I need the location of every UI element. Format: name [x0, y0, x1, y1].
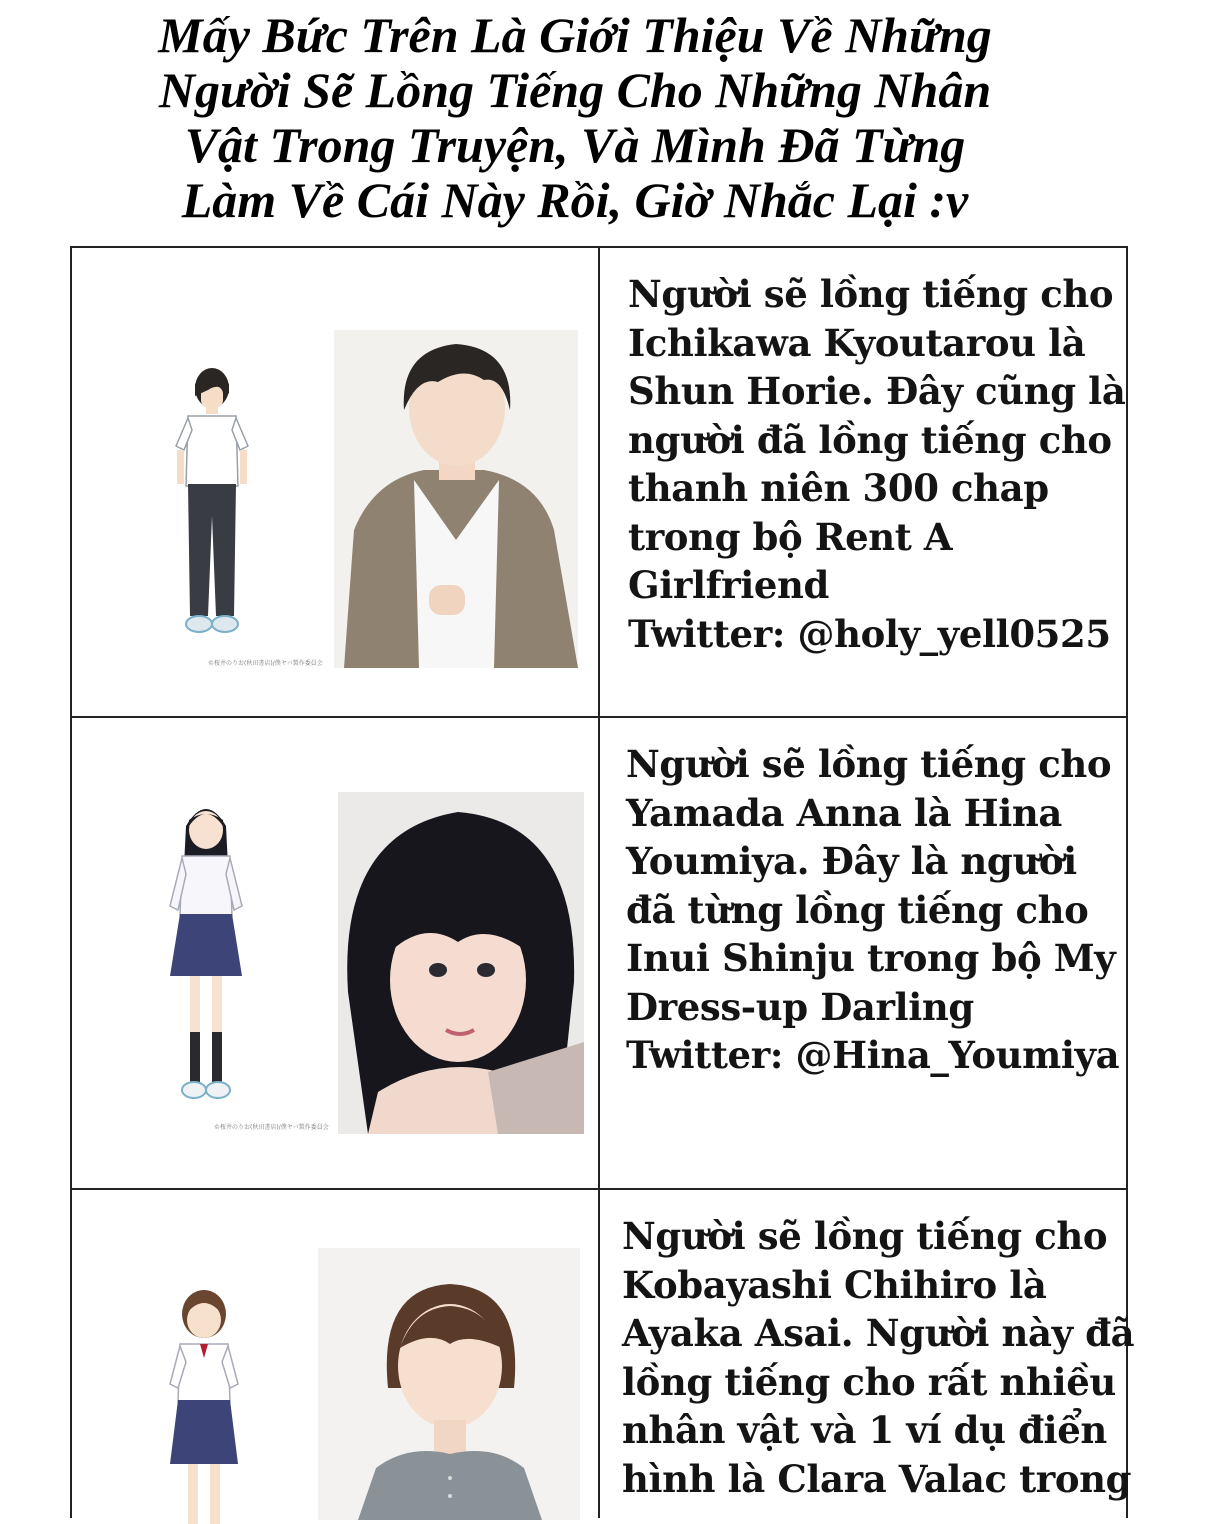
description-line: Người sẽ lồng tiếng cho — [622, 1214, 1108, 1258]
description-line: Ichikawa Kyoutarou là — [628, 320, 1086, 365]
heading-line: Người Sẽ Lồng Tiếng Cho Những Nhân — [158, 62, 992, 118]
voice-actor-table — [70, 246, 1135, 1506]
heading-line: Làm Về Cái Này Rồi, Giờ Nhắc Lại :v — [181, 172, 969, 228]
description-line: Ayaka Asai. Người này đã — [622, 1311, 1135, 1355]
heading-line: Vật Trong Truyện, Và Mình Đã Từng — [184, 117, 966, 173]
description-line: Kobayashi Chihiro là — [622, 1262, 1047, 1307]
voice-actor-description — [622, 1212, 1135, 1503]
voice-actor-description — [626, 740, 1126, 1080]
copyright-credit: ©桜井のりお(秋田書店)/僕ヤバ製作委員会 — [208, 660, 323, 667]
description-line: Dress-up Darling — [626, 984, 974, 1029]
description-line: lồng tiếng cho rất nhiều — [622, 1359, 1116, 1404]
character-illustration — [162, 1284, 246, 1524]
description-line: Shun Horie. Đây cũng là — [628, 369, 1126, 413]
description-line: Người sẽ lồng tiếng cho — [628, 272, 1114, 316]
voice-actor-row — [70, 716, 1128, 1190]
page-heading — [100, 8, 1050, 228]
heading-line: Mấy Bức Trên Là Giới Thiệu Về Những — [158, 7, 992, 63]
description-line: Girlfriend — [628, 563, 829, 607]
twitter-handle: Twitter: @Hina_Youmiya — [626, 1033, 1120, 1077]
voice-actor-row — [70, 246, 1128, 718]
character-illustration — [172, 366, 252, 646]
description-line: Inui Shinju trong bộ My — [626, 936, 1116, 980]
description-line: trong bộ Rent A — [628, 514, 953, 559]
voice-actor-row — [70, 1188, 1135, 1518]
twitter-handle: Twitter: @holy_yell0525 — [628, 611, 1111, 656]
character-illustration — [164, 796, 248, 1106]
description-line: Youmiya. Đây là người — [626, 839, 1077, 883]
description-line: Yamada Anna là Hina — [626, 790, 1062, 835]
copyright-credit: ©桜井のりお(秋田書店)/僕ヤバ製作委員会 — [214, 1124, 329, 1131]
description-line: hình là Clara Valac trong — [622, 1456, 1132, 1501]
image-cell — [72, 718, 600, 1190]
image-cell — [72, 248, 600, 718]
actor-photo — [338, 792, 584, 1134]
actor-photo — [318, 1248, 580, 1520]
description-line: Người sẽ lồng tiếng cho — [626, 742, 1112, 786]
voice-actor-description — [628, 270, 1128, 658]
image-cell — [72, 1190, 600, 1518]
description-line: thanh niên 300 chap — [628, 466, 1049, 510]
description-line: người đã lồng tiếng cho — [628, 417, 1112, 462]
description-line: đã từng lồng tiếng cho — [626, 887, 1089, 932]
description-line: nhân vật và 1 ví dụ điển — [622, 1408, 1107, 1452]
actor-photo — [334, 330, 578, 668]
